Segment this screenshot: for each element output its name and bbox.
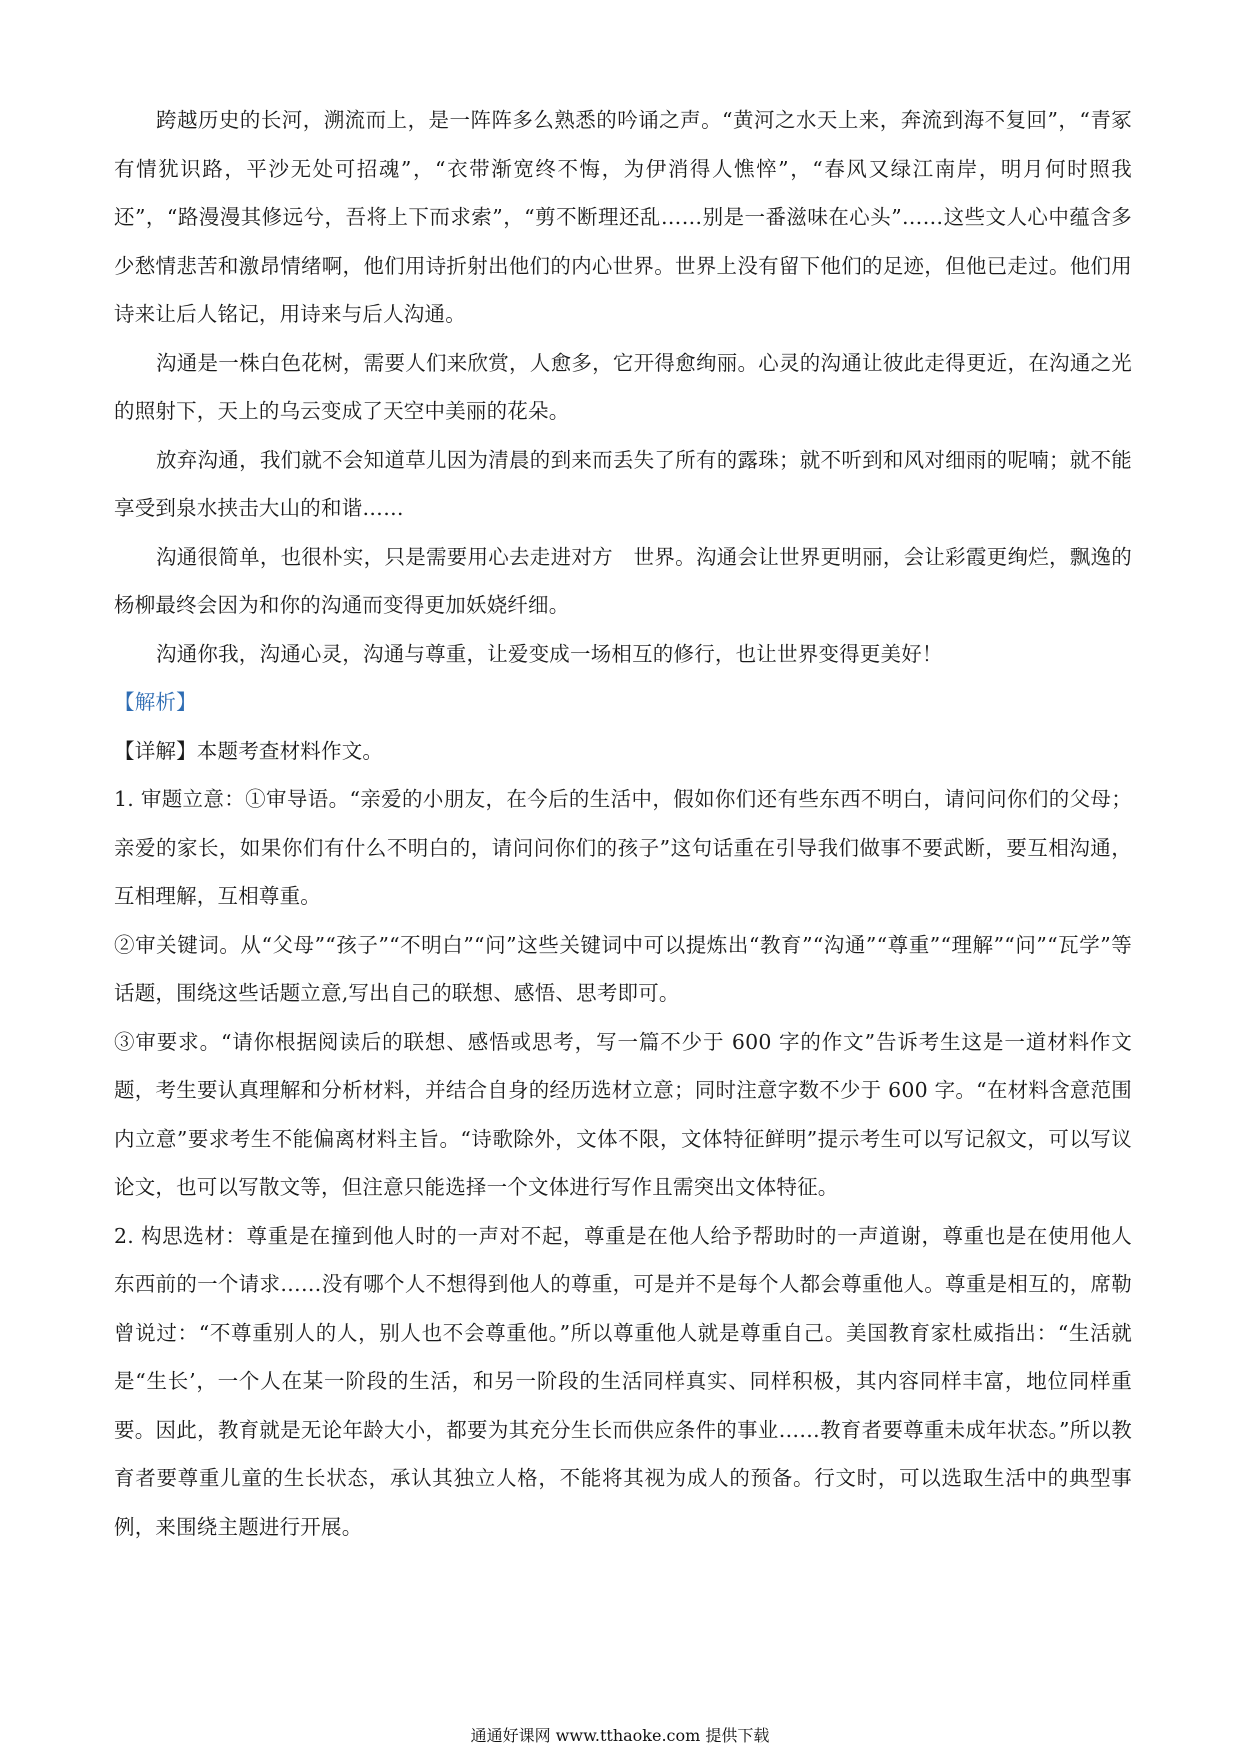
page-footer: 通通好课网 www.tthaoke.com 提供下载 [470,1726,770,1745]
essay-paragraph-1: 跨越历史的长河，溯流而上，是一阵阵多么熟悉的吟诵之声。“黄河之水天上来，奔流到海不复回”，“青冢有情犹识路，平沙无处可招魂”，“衣带渐宽终不悔，为伊消得人憔悴”，“春风又绿江南岸，明月何时照我还”，“路漫漫其修远兮，吾将上下而求索”，“剪不断理还乱……别是一番滋味在心头”……这些文人心中蕴含多少愁情悲苦和激昂情绪啊，他们用诗折射出他们的内心世界。世界上没有留下他们的足迹，但他已走过。他们用诗来让后人铭记，用诗来与后人沟通。 [114,108,1132,326]
essay-paragraph-4: 沟通很简单，也很朴实，只是需要用心去走进对方 世界。沟通会让世界更明丽，会让彩霞更绚烂，飘逸的杨柳最终会因为和你的沟通而变得更加妖娆纤细。 [114,544,1132,617]
analysis-detail: 【详解】本题考查材料作文。 [114,738,384,763]
document-body [114,96,1132,1551]
analysis-point-4: 2. 构思选材：尊重是在撞到他人时的一声对不起，尊重是在他人给予帮助时的一声道谢，尊重也是在使用他人东西前的一个请求……没有哪个人不想得到他人的尊重，可是并不是每个人都会尊重他人。尊重是相互的，席勒曾说过：“不尊重别人的人，别人也不会尊重他。”所以尊重他人就是尊重自己。美国教育家杜威指出：“生活就是“生长’，一个人在某一阶段的生活，和另一阶段的生活同样真实、同样积极，其内容同样丰富，地位同样重要。因此，教育就是无论年龄大小，都要为其充分生长而供应条件的事业……教育者要尊重未成年状态。”所以教育者要尊重儿童的生长状态，承认其独立人格，不能将其视为成人的预备。行文时，可以选取生活中的典型事例，来围绕主题进行开展。 [114,1223,1132,1539]
analysis-label: 【解析】 [114,690,197,714]
essay-paragraph-5: 沟通你我，沟通心灵，沟通与尊重，让爱变成一场相互的修行，也让世界变得更美好！ [156,641,943,666]
analysis-point-3: ③审要求。“请你根据阅读后的联想、感悟或思考，写一篇不少于 600 字的作文”告诉考生这是一道材料作文题，考生要认真理解和分析材料，并结合自身的经历选材立意；同时注意字数不少于 600 字。“在材料含意范围内立意”要求考生不能偏离材料主旨。“诗歌除外，文体不限，文体特征鲜明”提示考生可以写记叙文，可以写议论文，也可以写散文等，但注意只能选择一个文体进行写作且需突出文体特征。 [114,1029,1132,1199]
analysis-point-2: ②审关键词。从“父母”“孩子”“不明白”“问”这些关键词中可以提炼出“教育”“沟通”“尊重”“理解”“问”“瓦学”等话题，围绕这些话题立意,写出自己的联想、感悟、思考即可。 [114,932,1132,1005]
analysis-point-1: 1. 审题立意：①审导语。“亲爱的小朋友，在今后的生活中，假如你们还有些东西不明白，请问问你们的父母；亲爱的家长，如果你们有什么不明白的，请问问你们的孩子”这句话重在引导我们做事不要武断，要互相沟通，互相理解，互相尊重。 [114,787,1132,908]
essay-paragraph-3: 放弃沟通，我们就不会知道草儿因为清晨的到来而丢失了所有的露珠；就不听到和风对细雨的呢喃；就不能享受到泉水挟击大山的和谐…… [114,447,1132,520]
essay-paragraph-2: 沟通是一株白色花树，需要人们来欣赏，人愈多，它开得愈绚丽。心灵的沟通让彼此走得更近，在沟通之光的照射下，天上的乌云变成了天空中美丽的花朵。 [114,350,1132,423]
